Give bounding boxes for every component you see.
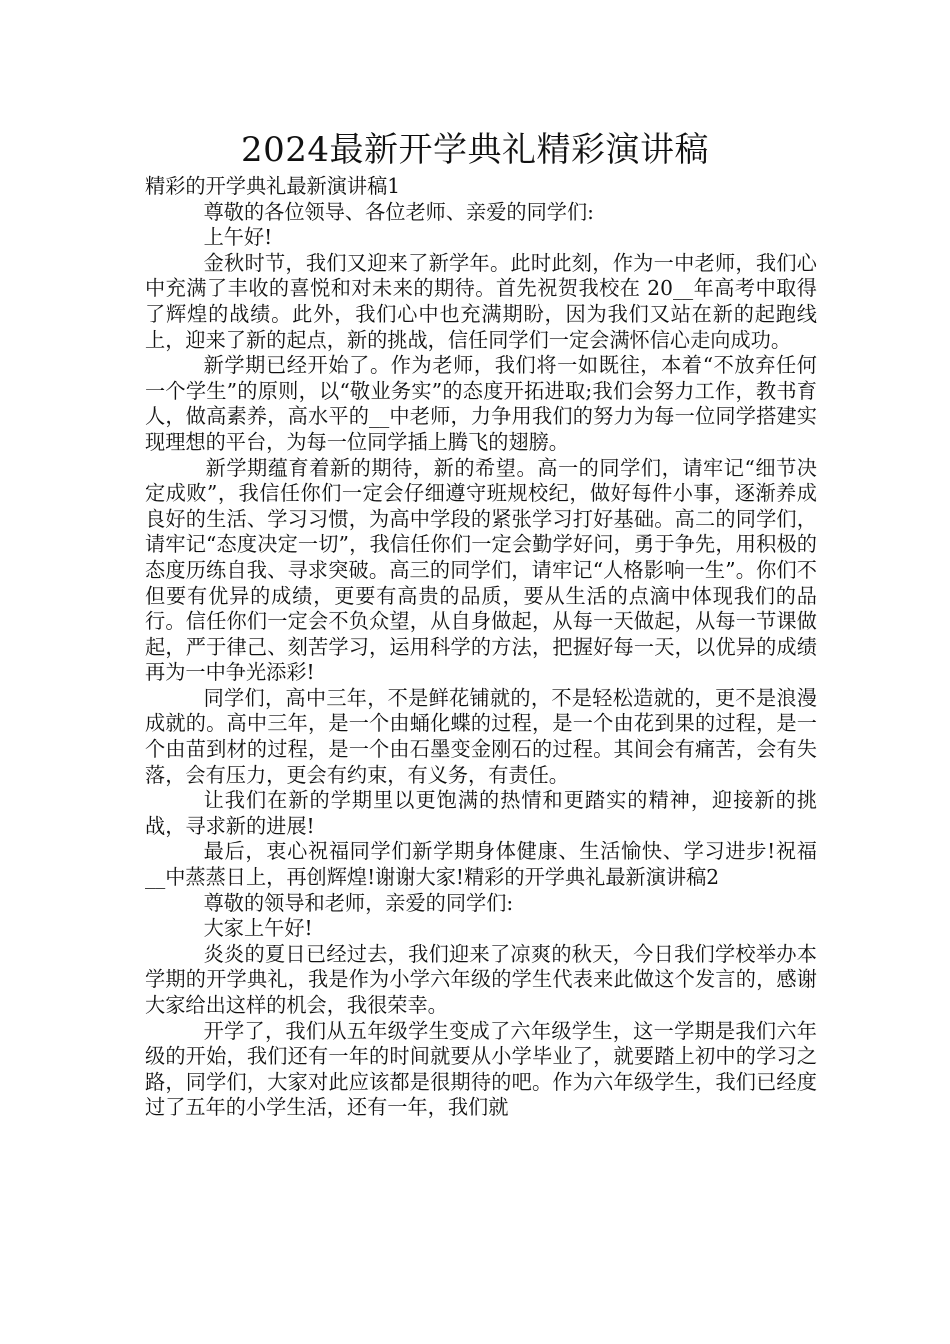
body-paragraph: 尊敬的领导和老师，亲爱的同学们: [203,890,514,915]
body-paragraph: 上午好! [203,225,273,250]
document-body [145,174,817,1121]
body-paragraph: 新学期已经开始了。作为老师，我们将一如既往，本着“不放弃任何一个学生”的原则，以“敬业务实”的态度开拓进取;我们会努力工作，教书育人，做高素养，高水平的__中老师，力争用我们的努力为每一位同学搭建实现理想的平台，为每一位同学插上腾飞的翅膀。 [145,353,817,454]
body-paragraph: 金秋时节，我们又迎来了新学年。此时此刻，作为一中老师，我们心中充满了丰收的喜悦和对未来的期待。首先祝贺我校在 20__年高考中取得了辉煌的战绩。此外，我们心中也充满期盼，因为我们又站在新的起跑线上，迎来了新的起点，新的挑战，信任同学们一定会满怀信心走向成功。 [145,250,817,352]
body-paragraph: 最后，衷心祝福同学们新学期身体健康、生活愉快、学习进步!祝福__中蒸蒸日上，再创辉煌!谢谢大家!精彩的开学典礼最新演讲稿2 [145,839,817,890]
body-paragraph: 开学了，我们从五年级学生变成了六年级学生，这一学期是我们六年级的开始，我们还有一年的时间就要从小学毕业了，就要踏上初中的学习之路，同学们，大家对此应该都是很期待的吧。作为六年级学生，我们已经度过了五年的小学生活，还有一年，我们就 [145,1018,817,1120]
body-paragraph: 大家上午好! [203,916,313,941]
body-paragraph: 新学期蕴育着新的期待，新的希望。高一的同学们，请牢记“细节决定成败”，我信任你们一定会仔细遵守班规校纪，做好每件小事，逐渐养成良好的生活、学习习惯，为高中学段的紧张学习打好基础。高二的同学们，请牢记“态度决定一切”，我信任你们一定会勤学好问，勇于争先，用积极的态度历练自我、寻求突破。高三的同学们，请牢记“人格影响一生”。你们不但要有优异的成绩，更要有高贵的品质，要从生活的点滴中体现我们的品行。信任你们一定会不负众望，从自身做起，从每一天做起，从每一节课做起，严于律己、刻苦学习，运用科学的方法，把握好每一天，以优异的成绩再为一中争光添彩! [145,455,817,685]
body-paragraph: 让我们在新的学期里以更饱满的热情和更踏实的精神，迎接新的挑战，寻求新的进展! [145,788,817,838]
body-paragraph: 同学们，高中三年，不是鲜花铺就的，不是轻松造就的，更不是浪漫成就的。高中三年，是一个由蛹化蝶的过程，是一个由花到果的过程，是一个由苗到材的过程，是一个由石墨变金刚石的过程。其间会有痛苦，会有失落，会有压力，更会有约束，有义务，有责任。 [145,685,817,787]
body-paragraph: 炎炎的夏日已经过去，我们迎来了凉爽的秋天，今日我们学校举办本学期的开学典礼，我是作为小学六年级的学生代表来此做这个发言的，感谢大家给出这样的机会，我很荣幸。 [145,941,817,1017]
section-heading: 精彩的开学典礼最新演讲稿1 [145,174,401,198]
document-title: 2024最新开学典礼精彩演讲稿 [240,130,710,170]
body-paragraph: 尊敬的各位领导、各位老师、亲爱的同学们: [203,199,594,224]
